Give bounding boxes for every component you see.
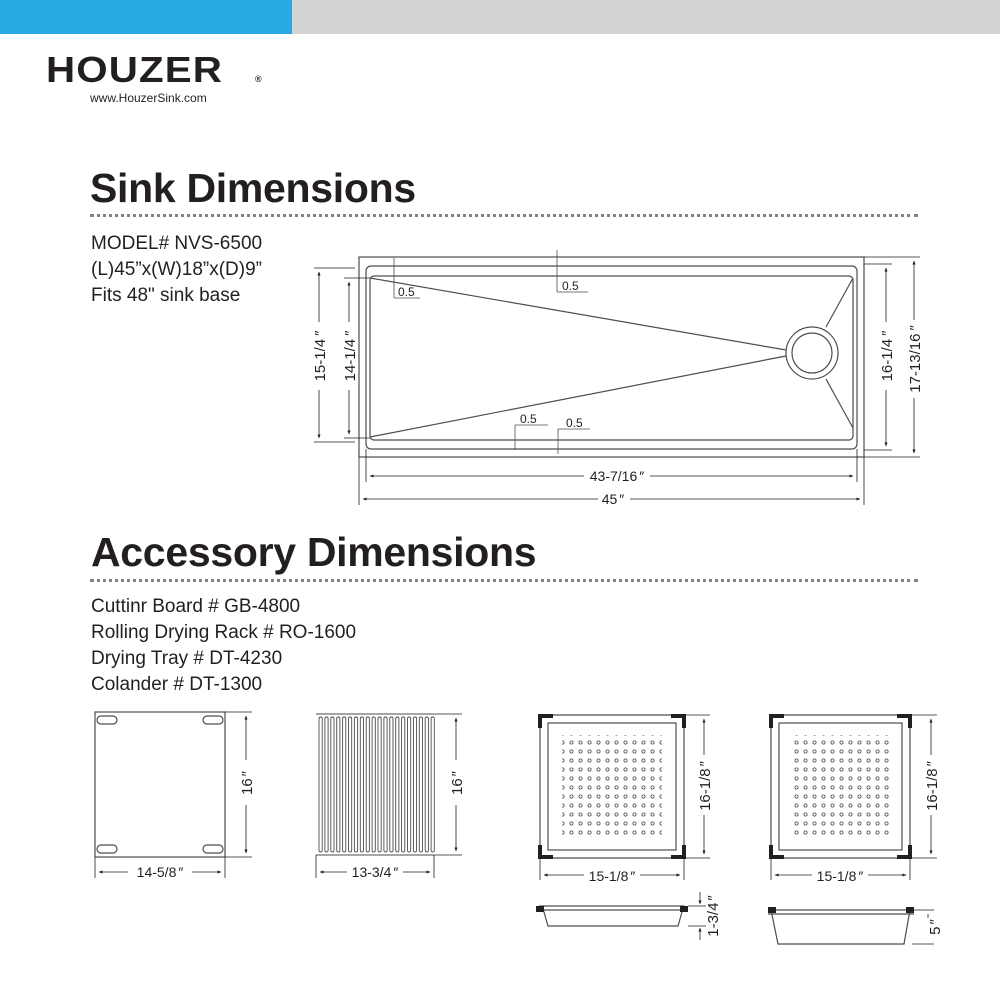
sink-dim-overall-length: 45 ″: [601, 491, 625, 507]
rack-bar: [390, 717, 393, 852]
drying-tray-drawing: [536, 715, 688, 926]
accessory-cutting-board: Cuttinr Board # GB-4800: [91, 596, 301, 617]
rack-bar: [319, 717, 322, 852]
sink-dim-right-outer: [907, 325, 924, 393]
rack-dim-height: [449, 770, 466, 795]
ledge-dim-label: 0.5: [562, 279, 579, 293]
sink-size: (L)45”x(W)18”x(D)9”: [91, 259, 262, 280]
rack-bar: [331, 717, 334, 852]
model-number: MODEL# NVS-6500: [91, 233, 263, 254]
board-dim-height: [239, 770, 256, 795]
rack-bar: [378, 717, 381, 852]
svg-text:16-1/8″: 16-1/8″: [697, 761, 714, 811]
colander-drawing: [768, 715, 914, 944]
rack-bar: [360, 717, 363, 852]
rack-bar: [384, 717, 387, 852]
sink-dim-left-inner: [342, 330, 359, 382]
rack-bar: [402, 717, 405, 852]
svg-text:16″: 16″: [239, 771, 256, 795]
board-outline: [95, 712, 225, 857]
rack-bar: [431, 717, 434, 852]
slope-line: [826, 379, 853, 428]
board-dimension-lines: [95, 712, 252, 878]
accessory-colander: Colander # DT-1300: [91, 674, 263, 695]
rack-bar: [337, 717, 340, 852]
rack-bars: [319, 717, 434, 852]
accessory-drying-rack: Rolling Drying Rack # RO-1600: [91, 622, 357, 643]
colander-perforations: [792, 735, 889, 837]
svg-text:16″: 16″: [449, 771, 466, 795]
svg-text:16-1/8″: 16-1/8″: [924, 761, 941, 811]
rack-bar: [354, 717, 357, 852]
colander-dim-height: [924, 760, 941, 811]
rack-bar: [349, 717, 352, 852]
brand-logo: HOUZER: [46, 49, 223, 90]
sink-dim-inner-length: 43-7/16 ″: [589, 468, 645, 484]
rack-bar: [343, 717, 346, 852]
slope-line: [826, 278, 853, 327]
ledge-dim-label: 0.5: [520, 412, 537, 426]
tray-side-view: [540, 906, 684, 926]
board-handle: [97, 716, 117, 724]
sink-dim-right-inner: [879, 330, 896, 382]
accessory-dimensions-title: Accessory Dimensions: [91, 529, 537, 575]
svg-text:15-1/4″: 15-1/4″: [312, 330, 329, 382]
board-handle: [203, 845, 223, 853]
rack-bar: [408, 717, 411, 852]
rack-bar: [419, 717, 422, 852]
registered-mark: ®: [255, 74, 262, 84]
rack-bar: [366, 717, 369, 852]
website-link[interactable]: www.HouzerSink.com: [90, 91, 207, 105]
rack-dim-width: 13-3/4 ″: [351, 864, 399, 880]
rack-bar: [372, 717, 375, 852]
svg-text:17-13/16″: 17-13/16″: [907, 325, 924, 393]
board-handle: [97, 845, 117, 853]
sink-basin: [370, 276, 853, 440]
ledge-callouts: [394, 250, 590, 454]
board-handle: [203, 716, 223, 724]
cutting-board-drawing: [95, 712, 225, 857]
rack-bar: [413, 717, 416, 852]
sink-base-fit: Fits 48" sink base: [91, 285, 241, 306]
rack-bar: [325, 717, 328, 852]
sink-outer-rim: [359, 257, 864, 457]
svg-text:1-3/4″: 1-3/4″: [705, 895, 722, 937]
drain-inner: [792, 333, 832, 373]
colander-side-view: [771, 910, 910, 944]
colander-dim-width: 15-1/8 ″: [816, 868, 864, 884]
colander-dim-depth: [927, 918, 944, 934]
rack-bar: [396, 717, 399, 852]
sink-dim-left-outer: [312, 330, 329, 382]
tray-dim-height: [697, 760, 714, 811]
rack-dimension-lines: [316, 714, 462, 878]
svg-text:5″: 5″: [927, 919, 944, 935]
sink-ledge: [366, 266, 857, 449]
board-dim-width: 14-5/8 ″: [136, 864, 184, 880]
tray-dim-width: 15-1/8 ″: [588, 868, 636, 884]
drain-outer: [786, 327, 838, 379]
rack-bar: [425, 717, 428, 852]
tray-dim-depth: [705, 895, 722, 937]
ledge-dim-label: 0.5: [398, 285, 415, 299]
svg-text:16-1/4″: 16-1/4″: [879, 330, 896, 382]
accessory-drying-tray: Drying Tray # DT-4230: [91, 648, 283, 669]
svg-text:14-1/4″: 14-1/4″: [342, 330, 359, 382]
tray-perforations: [562, 735, 662, 837]
sink-dimensions-title: Sink Dimensions: [90, 165, 416, 211]
ledge-dim-label: 0.5: [566, 416, 583, 430]
sink-top-view: [359, 257, 864, 457]
